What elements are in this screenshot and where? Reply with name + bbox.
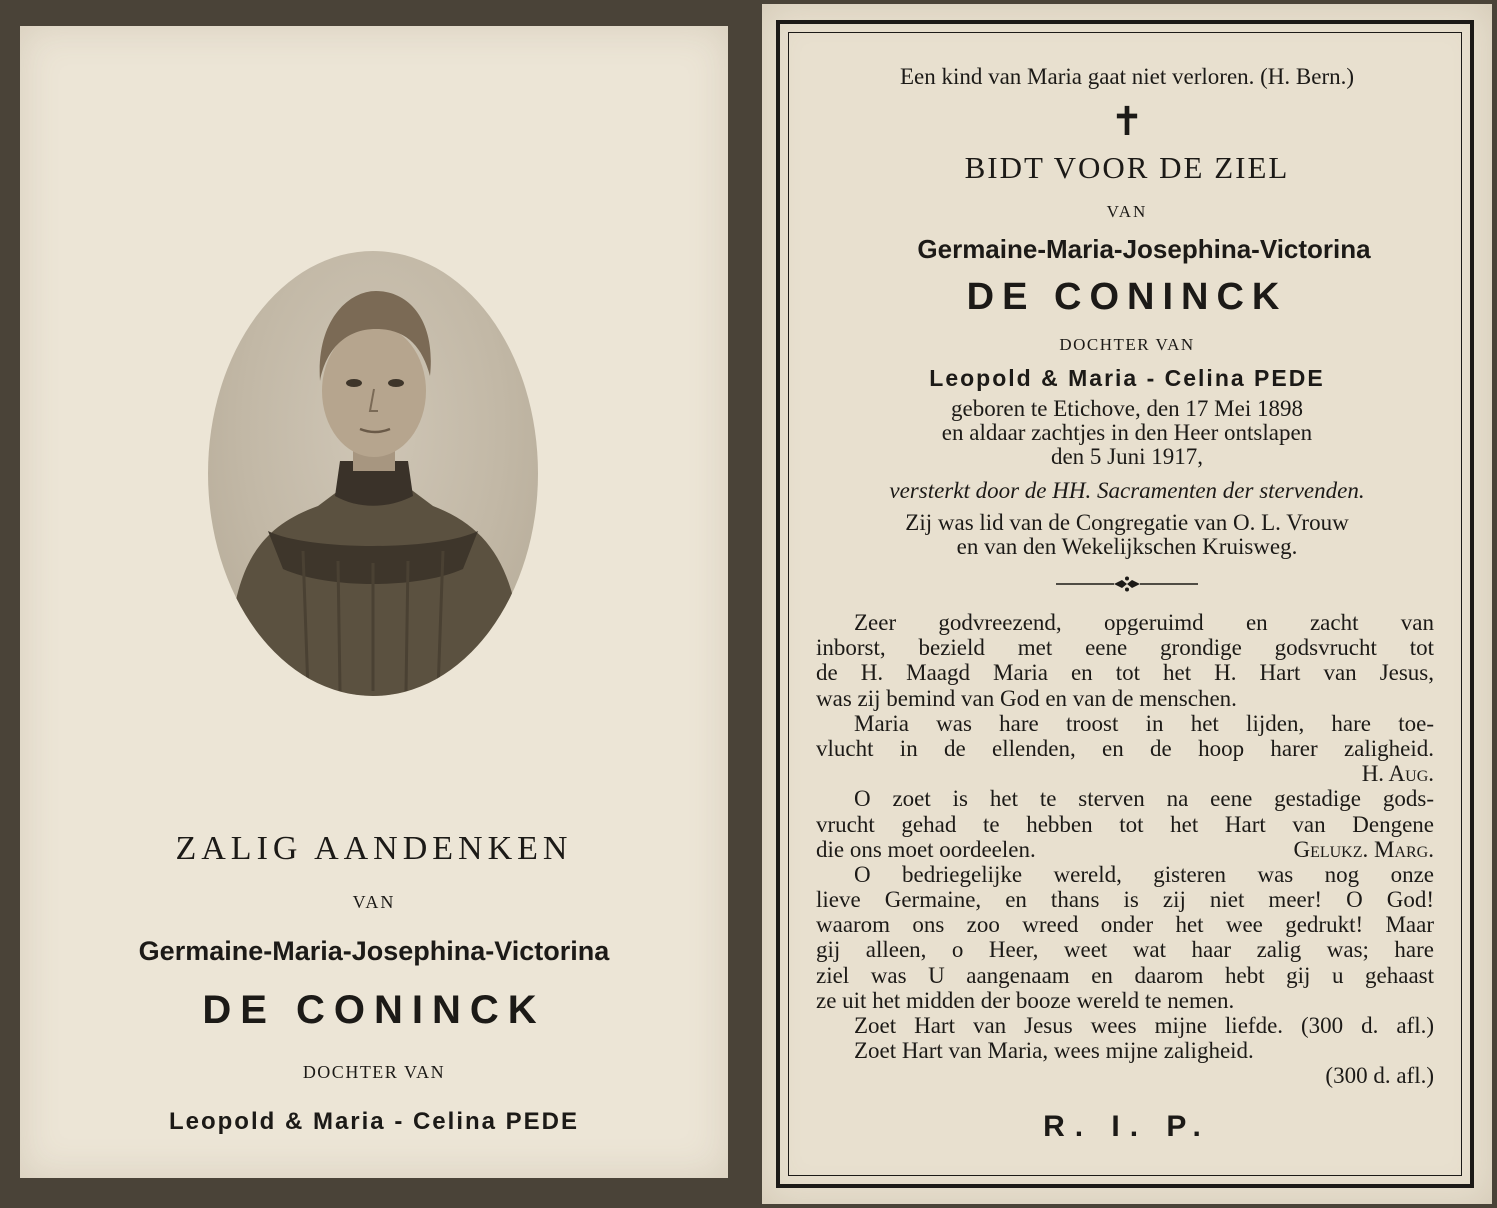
motto-quote: Een kind van Maria gaat niet verloren. (H. Bern.) bbox=[899, 64, 1355, 89]
eulogy-line: Zeer godvreezend, opgeruimd en zacht van bbox=[854, 610, 1434, 635]
sacraments-line: versterkt door de HH. Sacramenten der stervenden. bbox=[889, 478, 1365, 503]
eulogy-line: O bedriegelijke wereld, gisteren was nog onze bbox=[854, 861, 1434, 887]
congregation-line-2: en van den Wekelijkschen Kruisweg. bbox=[956, 534, 1298, 559]
eulogy-line: lieve Germaine, en thans is zij niet meer! O God! bbox=[816, 887, 1434, 913]
congregation-line-1: Zij was lid van de Congregatie van O. L. Vrouw bbox=[905, 510, 1349, 535]
eulogy-line: vrucht gehad te hebben tot het Hart van Dengene bbox=[816, 811, 1434, 837]
deceased-full-name: Germaine-Maria-Josephina-Victorina bbox=[138, 936, 610, 966]
eulogy-line: gij alleen, o Heer, weet wat haar zalig was; hare bbox=[816, 937, 1434, 963]
eulogy-line: Zoet Hart van Jesus wees mijne liefde. (300 d. afl.) bbox=[854, 1013, 1434, 1038]
memorial-title: ZALIG AANDENKEN bbox=[175, 830, 573, 867]
dochter-van-label: DOCHTER VAN bbox=[302, 1062, 446, 1082]
death-date: den 5 Juni 1917, bbox=[1050, 444, 1204, 469]
eulogy-line: (300 d. afl.) bbox=[1325, 1063, 1434, 1089]
van-label: VAN bbox=[1106, 202, 1148, 221]
prayer-heading: BIDT VOOR DE ZIEL bbox=[964, 150, 1290, 185]
eulogy-attribution: Gelukz. Marg. bbox=[1293, 836, 1434, 862]
death-line: en aldaar zachtjes in den Heer ontslapen bbox=[941, 420, 1313, 445]
eulogy-line: waarom ons zoo wreed onder het wee gedrukt! Maar bbox=[816, 912, 1434, 938]
birth-line: geboren te Etichove, den 17 Mei 1898 bbox=[951, 396, 1303, 421]
parents-names: Leopold & Maria - Celina PEDE bbox=[929, 365, 1325, 391]
van-label: VAN bbox=[352, 892, 396, 912]
eulogy-line: Maria was hare troost in het lijden, hare toe- bbox=[854, 710, 1434, 736]
deceased-full-name: Germaine-Maria-Josephina-Victorina bbox=[917, 234, 1371, 264]
rip-text: R. I. P. bbox=[1043, 1110, 1211, 1143]
eulogy-line: ziel was U aangenaam en daarom hebt gij u gehaast bbox=[816, 962, 1434, 988]
eulogy-text: Zeer godvreezend, opgeruimd en zacht van inborst, bezield met eene grondige godsvrucht tot de H. Maagd Maria en tot het H. Hart van Jesus, was zij bemind van God en van de menschen. Maria was hare troost in het lijden, hare toe- vlucht in de ellenden, en de hoop harer zaligheid. H. Aug. O zoet is het te sterven na eene gestadige gods- vrucht gehad te hebben tot het Hart van Dengene die ons moet oordeelen. Gelukz. Marg. O bedriegelijke wereld, gisteren was nog onze lieve Germaine, en thans is zij niet meer! O God! waarom ons zoo wreed onder het wee gedrukt! Maar gij alleen, o Heer, weet wat haar zalig was; hare ziel was U aangenaam en daarom hebt gij u gehaast ze uit het midden der booze wereld te nemen. Zoet Hart van Jesus wees mijne liefde. (300 d. afl.) Zoet Hart van Maria, wees mijne zaligheid. (300 d. afl.) bbox=[816, 610, 1434, 1089]
eulogy-line: vlucht in de ellenden, en de hoop harer zaligheid. bbox=[816, 735, 1434, 761]
eulogy-line: inborst, bezield met eene grondige godsvrucht tot bbox=[816, 635, 1434, 661]
eulogy-line: Zoet Hart van Maria, wees mijne zaligheid. bbox=[854, 1038, 1254, 1064]
eulogy-line: was zij bemind van God en van de menschen. bbox=[816, 685, 1237, 711]
memorial-card-front bbox=[20, 26, 728, 1178]
eulogy-attribution: H. Aug. bbox=[1361, 761, 1434, 787]
deceased-surname: DE CONINCK bbox=[966, 276, 1288, 318]
portrait-figure bbox=[208, 251, 538, 696]
cross-icon: ✝ bbox=[1110, 99, 1144, 144]
eulogy-line: ze uit het midden der booze wereld te nemen. bbox=[816, 987, 1235, 1013]
dochter-van-label: DOCHTER VAN bbox=[1059, 335, 1195, 354]
divider-ornament bbox=[1056, 576, 1198, 592]
deceased-surname: DE CONINCK bbox=[202, 988, 546, 1032]
memorial-card-back bbox=[762, 4, 1492, 1204]
eulogy-line: de H. Maagd Maria en tot het H. Hart van Jesus, bbox=[816, 660, 1434, 686]
parents-names: Leopold & Maria - Celina PEDE bbox=[168, 1108, 580, 1135]
portrait-photo bbox=[208, 251, 538, 696]
eulogy-line: O zoet is het te sterven na eene gestadige gods- bbox=[854, 786, 1434, 812]
